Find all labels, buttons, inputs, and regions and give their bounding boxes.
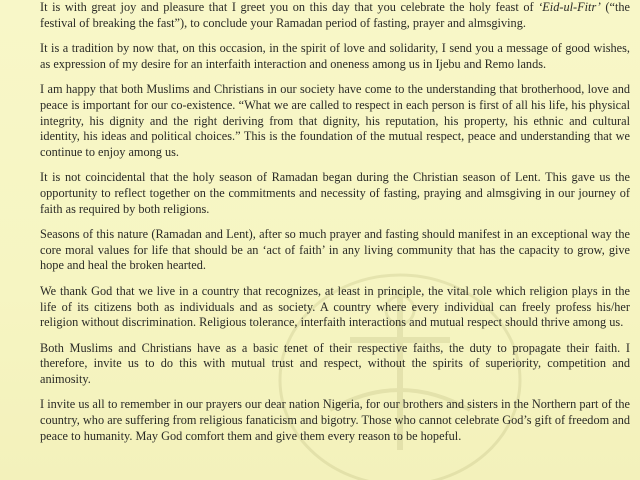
- paragraph-ramadan-lent: It is not coincidental that the holy season of Ramadan began during the Christian season of Lent. This gave us the opportunity to reflect together on the commitments and necessity of fasting, praying and almsgiving in our journey of faith as required by both religions.: [40, 170, 630, 216]
- paragraph-country: We thank God that we live in a country that recognizes, at least in principle, the vital role which religion plays in the life of its citizens both as individuals and as society. A country where every individual can freely profess his/her religion without discrimination. Religious tolerance, interfaith interactions and mutual respect should thrive among us.: [40, 283, 630, 330]
- letter-body: [40, 0, 630, 454]
- feast-name: ‘Eid-ul-Fitr’: [538, 0, 601, 14]
- greeting-text-start: It is with great joy and pleasure that I greet you on this day that you celebrate the holy feast of: [40, 0, 539, 14]
- paragraph-brotherhood: I am happy that both Muslims and Christians in our society have come to the understanding that brotherhood, love and peace is important for our co-existence. “What we are called to respect in each person is first of all his life, his physical integrity, his dignity and the right deriving from that dignity, his reputation, his property, his ethnic and cultural identity, his ideas and political choices.” This is the foundation of the mutual respect, peace and understanding that we continue to enjoy among us.: [40, 82, 630, 159]
- paragraph-greeting: [40, 0, 630, 31]
- paragraph-seasons: Seasons of this nature (Ramadan and Lent), after so much prayer and fasting should manifest in an exceptional way the core moral values for life that should be an ‘act of faith’ in any living community that has the capacity to grow, give hope and heal the broken hearted.: [40, 227, 630, 273]
- paragraph-prayer-nigeria: I invite us all to remember in our prayers our dear nation Nigeria, for our brothers and sisters in the Northern part of the country, who are suffering from religious fanaticism and bigotry. Those who cannot celebrate God’s gift of freedom and peace to humanity. May God comfort them and give them every reason to be hopeful.: [40, 397, 630, 443]
- paragraph-tradition: It is a tradition by now that, on this occasion, in the spirit of love and solidarity, I send you a message of good wishes, as expression of my desire for an interfaith interaction and oneness among us in Ijebu and Remo lands.: [40, 41, 630, 71]
- greeting-text-end: (“the festival of breaking the fast”), to conclude your Ramadan period of fasting, prayer and almsgiving.: [40, 0, 630, 30]
- paragraph-propagate-faith: Both Muslims and Christians have as a basic tenet of their respective faiths, the duty to propagate their faith. I therefore, invite us to do this with mutual trust and respect, without the spirits of superiority, competition and animosity.: [40, 340, 630, 386]
